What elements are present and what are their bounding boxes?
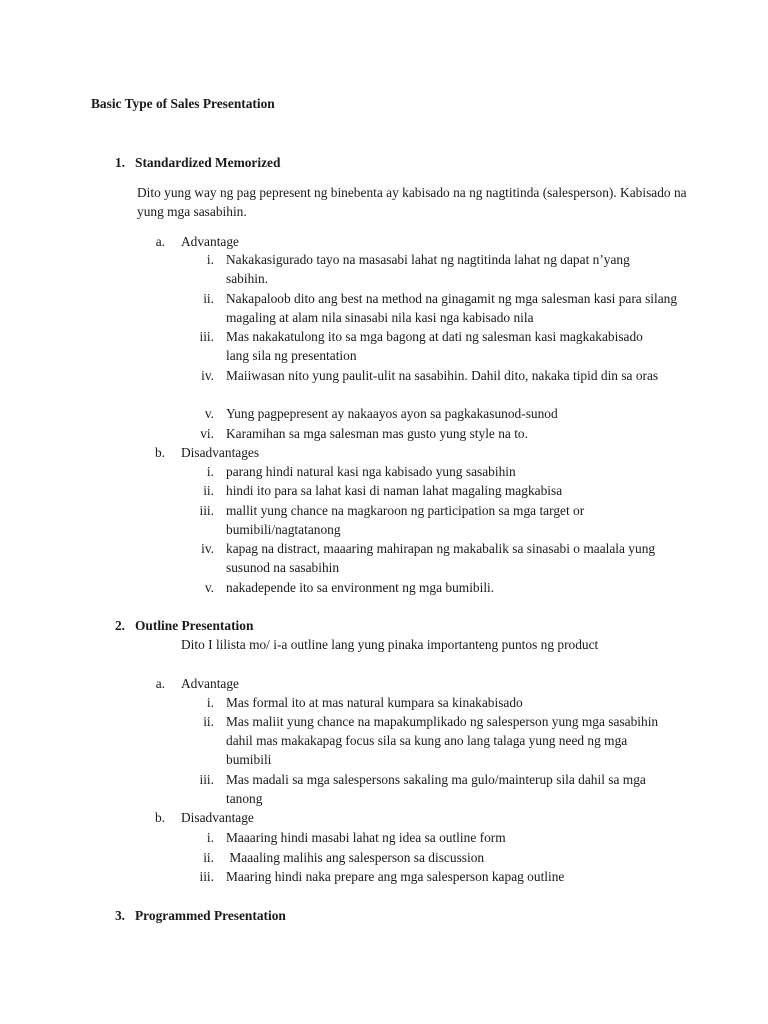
- item-numeral: i.: [206, 252, 214, 267]
- list-item: Mas madali sa mga salespersons sakaling ma gulo/mainterup sila dahil sa mga tanong: [226, 772, 646, 806]
- list-item: Nakakasigurado tayo na masasabi lahat ng nagtitinda lahat ng dapat n’yang sabihin.: [226, 252, 630, 286]
- section-title: Programmed Presentation: [135, 908, 286, 923]
- item-numeral: iv.: [201, 368, 214, 383]
- group-letter: b.: [154, 445, 165, 460]
- item-numeral: iv.: [201, 541, 214, 556]
- list-item: nakadepende ito sa environment ng mga bumibili.: [226, 580, 495, 595]
- list-item: Maaaling malihis ang salesperson sa discussion: [226, 850, 485, 865]
- group-letter: a.: [155, 676, 165, 691]
- document-title: Basic Type of Sales Presentation: [91, 96, 275, 111]
- list-item: kapag na distract, maaaring mahirapan ng makabalik sa sinasabi o maalala yung susunod na sasabihin: [226, 541, 656, 575]
- group-letter: a.: [155, 234, 165, 249]
- group-label: Disadvantages: [181, 445, 260, 460]
- item-numeral: vi.: [200, 426, 214, 441]
- list-item: Mas formal ito at mas natural kumpara sa kinakabisado: [226, 695, 523, 710]
- list-item: Maiiwasan nito yung paulit-ulit na sasabihin. Dahil dito, nakaka tipid din sa oras: [226, 368, 659, 383]
- item-numeral: i.: [206, 830, 214, 845]
- list-item: Maaaring hindi masabi lahat ng idea sa outline form: [226, 830, 506, 845]
- list-item: parang hindi natural kasi nga kabisado yung sasabihin: [226, 464, 516, 479]
- section-number: 2.: [114, 618, 125, 633]
- item-numeral: iii.: [199, 869, 214, 884]
- section-title: Outline Presentation: [135, 618, 254, 633]
- list-item: hindi ito para sa lahat kasi di naman lahat magaling magkabisa: [226, 483, 563, 498]
- section-number: 3.: [114, 908, 125, 923]
- section-description: Dito I lilista mo/ i-a outline lang yung pinaka importanteng puntos ng product: [181, 637, 599, 652]
- list-item: Maaring hindi naka prepare ang mga salesperson kapag outline: [226, 869, 565, 884]
- list-item: Yung pagpepresent ay nakaayos ayon sa pagkakasunod-sunod: [226, 406, 558, 421]
- item-numeral: i.: [206, 464, 214, 479]
- group-letter: b.: [154, 810, 165, 825]
- list-item: Mas nakakatulong ito sa mga bagong at dati ng salesman kasi magkakabisado lang sila ng presentation: [226, 329, 643, 363]
- group-label: Disadvantage: [181, 810, 254, 825]
- item-numeral: v.: [204, 406, 214, 421]
- item-numeral: iii.: [199, 503, 214, 518]
- section-description: Dito yung way ng pag pepresent ng binebenta ay kabisado na ng nagtitinda (salesperson). Kabisado na yung mga sasabihin.: [137, 185, 687, 219]
- group-label: Advantage: [181, 676, 240, 691]
- item-numeral: iii.: [199, 329, 214, 344]
- list-item: mallit yung chance na magkaroon ng participation sa mga target or bumibili/nagtatanong: [226, 503, 585, 537]
- list-item: Mas maliit yung chance na mapakumplikado ng salesperson yung mga sasabihin dahil mas makakapag focus sila sa kung ano lang talaga yung need ng mga bumibili: [226, 714, 659, 767]
- item-numeral: iii.: [199, 772, 214, 787]
- item-numeral: ii.: [203, 291, 214, 306]
- item-numeral: ii.: [203, 714, 214, 729]
- group-label: Advantage: [181, 234, 240, 249]
- item-numeral: i.: [206, 695, 214, 710]
- section-number: 1.: [114, 155, 125, 170]
- item-numeral: v.: [204, 580, 214, 595]
- item-numeral: ii.: [203, 850, 214, 865]
- item-numeral: ii.: [203, 483, 214, 498]
- section-title: Standardized Memorized: [135, 155, 281, 170]
- list-item: Karamihan sa mga salesman mas gusto yung style na to.: [226, 426, 528, 441]
- list-item: Nakapaloob dito ang best na method na ginagamit ng mga salesman kasi para silang magaling at alam nila sinasabi nila kasi nga kabisado nila: [226, 291, 678, 325]
